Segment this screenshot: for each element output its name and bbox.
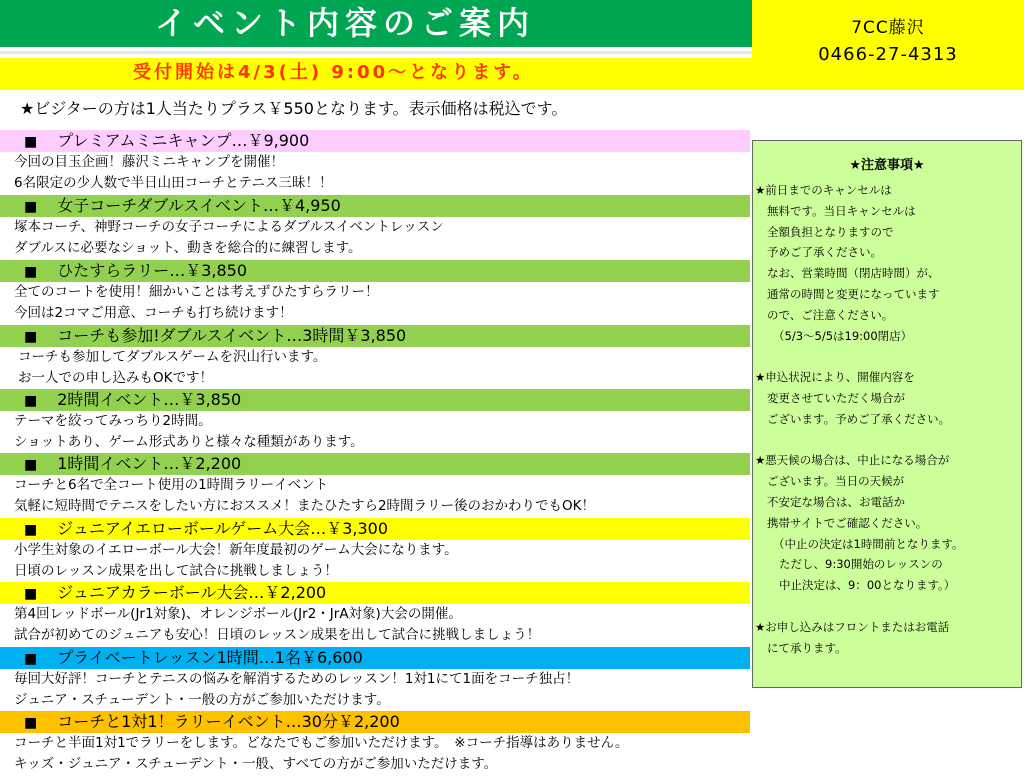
- event-description: キッズ・ジュニア・スチューデント・一般、すべての方がご参加いただけます。: [14, 756, 498, 772]
- event-section: [0, 711, 750, 775]
- notice-lines: [753, 180, 1021, 658]
- event-description: 日頃のレッスン成果を出して試合に挑戦しましょう！: [14, 563, 338, 579]
- event-title: 2時間イベント…￥3,850: [57, 390, 242, 409]
- visitor-note: ★ビジターの方は1人当たりプラス￥550となります。表示価格は税込です。: [20, 99, 568, 118]
- notice-line: ★申込状況により、開催内容を: [755, 370, 915, 385]
- notice-line: ★前日までのキャンセルは: [755, 183, 892, 197]
- event-title: ジュニアイエローボールゲーム大会…￥3,300: [57, 519, 388, 538]
- bullet-square-icon: ■: [24, 199, 38, 215]
- event-title: プレミアムミニキャンプ…￥9,900: [57, 131, 310, 150]
- event-description: 第4回レッドボール(Jr1対象)、オレンジボール(Jr2・JrA対象)大会の開催。: [14, 606, 462, 622]
- event-description: ジュニア・スチューデント・一般の方がご参加いただけます。: [14, 692, 390, 708]
- notice-line: [753, 596, 1021, 617]
- event-description: 気軽に短時間でテニスをしたい方におススメ！またひたすら2時間ラリー後のおかわりでもOK！: [14, 498, 596, 514]
- page-title: イベント内容のご案内: [0, 0, 752, 47]
- shop-phone: 0466-27-4313: [818, 44, 958, 65]
- event-description: コーチと半面1対1でラリーをします。どなたでもご参加いただけます。 ※コーチ指導はありません。: [14, 735, 629, 751]
- notice-line: ので、ご注意ください。: [767, 307, 894, 322]
- event-description: 小学生対象のイエローボール大会！新年度最初のゲーム大会になります。: [14, 542, 458, 558]
- event-description: テーマを絞ってみっちり2時間。: [14, 413, 212, 429]
- event-header: [0, 711, 750, 733]
- event-description: お一人での申し込みもOKです！: [18, 370, 213, 386]
- notice-box: [752, 140, 1022, 688]
- notice-title: ★注意事項★: [849, 158, 925, 173]
- event-description: 塚本コーチ、神野コーチの女子コーチによるダブルスイベントレッスン: [14, 219, 444, 235]
- bullet-square-icon: ■: [24, 651, 38, 667]
- event-header: [0, 260, 750, 282]
- notice-line: 携帯サイトでご確認ください。: [767, 515, 928, 530]
- event-title: ジュニアカラーボール大会…￥2,200: [57, 583, 327, 602]
- event-title: プライベートレッスン1時間…1名￥6,600: [57, 648, 363, 667]
- event-header: [0, 325, 750, 347]
- notice-line: ただし、9:30開始のレッスンの: [779, 557, 943, 572]
- event-description: ダブルスに必要なショット、動きを総合的に練習します。: [14, 240, 362, 256]
- event-title: コーチも参加!ダブルスイベント…3時間￥3,850: [57, 326, 407, 345]
- notice-line: なお、営業時間（閉店時間）が、: [767, 266, 940, 281]
- reception-start-banner: 受付開始は4/3(土) 9:00～となります。: [0, 58, 752, 90]
- bullet-square-icon: ■: [24, 134, 38, 150]
- event-description: 6名限定の少人数で半日山田コーチとテニス三昧！！: [14, 175, 333, 191]
- bullet-square-icon: ■: [24, 457, 38, 473]
- event-header: [0, 582, 750, 604]
- event-header: [0, 647, 750, 669]
- bullet-square-icon: ■: [24, 329, 38, 345]
- event-section: [0, 260, 750, 324]
- notice-line: 全額負担となりますので: [767, 224, 894, 239]
- notice-line: ございます。当日の天候が: [767, 474, 905, 489]
- notice-line: ございます。予めご了承ください。: [767, 411, 951, 426]
- bullet-square-icon: ■: [24, 393, 38, 409]
- notice-line: 中止決定は、9：00となります。）: [779, 578, 956, 593]
- notice-line: （中止の決定は1時間前となります。: [773, 536, 964, 551]
- notice-line: 通常の時間と変更になっています: [767, 286, 940, 301]
- bullet-square-icon: ■: [24, 586, 38, 602]
- notice-line: （5/3～5/5は19:00閉店）: [773, 328, 913, 343]
- event-header: [0, 518, 750, 540]
- title-divider-shadow: [0, 51, 752, 54]
- notice-line: ★お申し込みはフロントまたはお電話: [755, 619, 950, 634]
- event-description: 試合が初めてのジュニアも安心！日頃のレッスン成果を出して試合に挑戦しましょう！: [14, 627, 541, 643]
- event-title: 1時間イベント…￥2,200: [57, 454, 242, 473]
- bullet-square-icon: ■: [24, 715, 38, 731]
- event-header: [0, 453, 750, 475]
- notice-line: にて承ります。: [767, 640, 847, 655]
- notice-line: ★悪天候の場合は、中止になる場合が: [755, 453, 950, 468]
- notice-line: [753, 430, 1021, 451]
- notice-line: 変更させていただく場合が: [767, 390, 905, 405]
- event-description: 全てのコートを使用！細かいことは考えずひたすらラリー！: [14, 284, 379, 300]
- notice-line: [753, 346, 1021, 367]
- event-section: [0, 518, 750, 582]
- bullet-square-icon: ■: [24, 522, 38, 538]
- event-header: [0, 130, 750, 152]
- event-title: 女子コーチダブルスイベント…￥4,950: [57, 196, 341, 215]
- event-section: [0, 130, 750, 194]
- event-section: [0, 389, 750, 453]
- bullet-square-icon: ■: [24, 264, 38, 280]
- event-section: [0, 647, 750, 711]
- shop-name: 7CC藤沢: [851, 18, 925, 38]
- event-description: コーチと6名で全コート使用の1時間ラリーイベント: [14, 477, 329, 493]
- notice-line: 不安定な場合は、お電話か: [767, 494, 905, 509]
- notice-line: 予めご了承ください。: [767, 245, 882, 260]
- notice-line: 無料です。当日キャンセルは: [767, 203, 916, 218]
- shop-info: [752, 0, 1024, 90]
- event-header: [0, 389, 750, 411]
- event-section: [0, 325, 750, 389]
- event-description: 今回は2コマご用意、コーチも打ち続けます！: [14, 305, 293, 321]
- event-description: 今回の目玉企画！藤沢ミニキャンプを開催！: [14, 154, 284, 170]
- event-title: コーチと1対1！ラリーイベント…30分￥2,200: [57, 712, 400, 731]
- event-header: [0, 195, 750, 217]
- event-description: 毎回大好評！コーチとテニスの悩みを解消するためのレッスン！1対1にて1面をコーチ独占！: [14, 671, 580, 687]
- event-description: コーチも参加してダブルスゲームを沢山行います。: [18, 349, 327, 365]
- event-section: [0, 453, 750, 517]
- event-description: ショットあり、ゲーム形式ありと様々な種類があります。: [14, 434, 364, 450]
- event-section: [0, 582, 750, 646]
- event-title: ひたすらラリー…￥3,850: [57, 261, 248, 280]
- event-section: [0, 195, 750, 259]
